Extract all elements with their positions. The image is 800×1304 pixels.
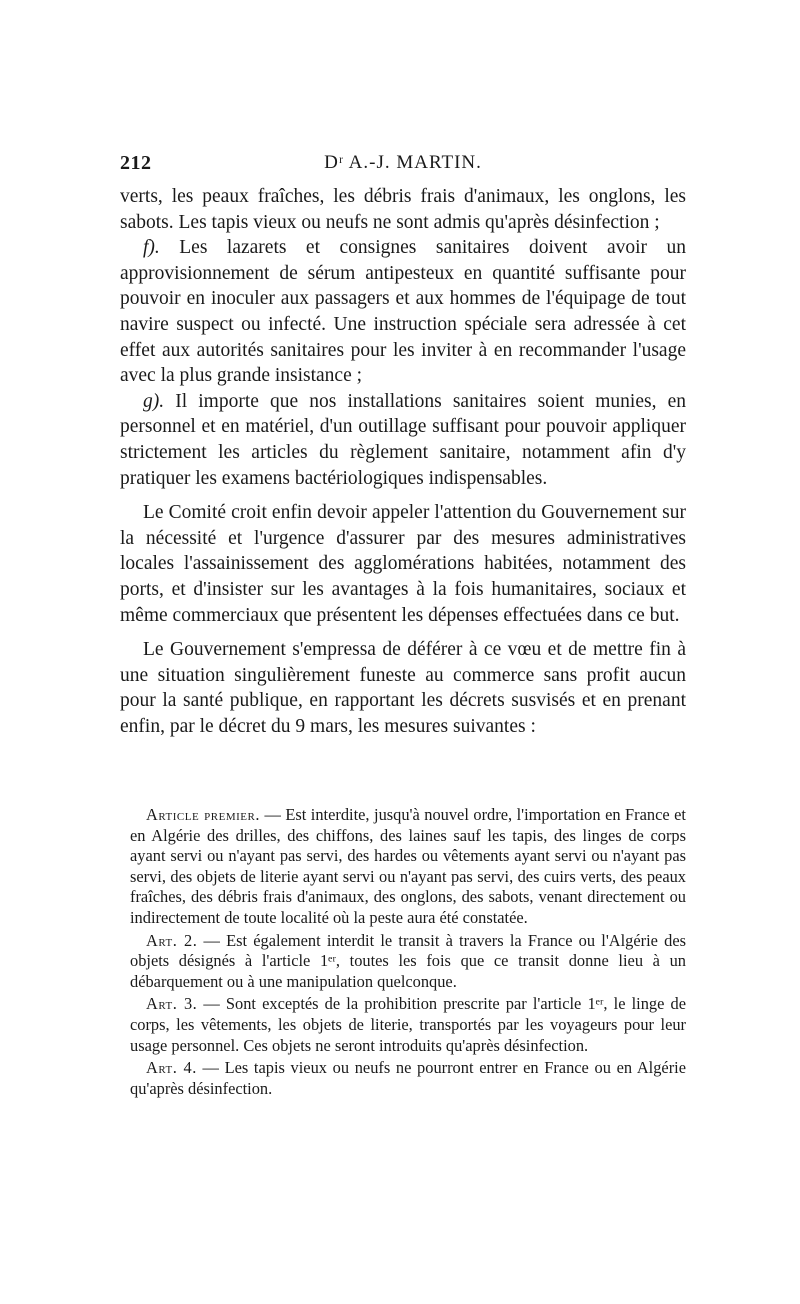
main-text (120, 184, 686, 739)
paragraph-comite: Le Comité croit enfin devoir appeler l'attention du Gouvernement sur la nécessité et l'urgence d'assurer par des mesures administratives locales l'assainissement des agglomérations habitées, notamment des ports, et d'insister sur les avantages à la fois humanitaires, sociaux et même commerciaux que présentent les dépenses effectuées dans ce but. (120, 502, 686, 626)
paragraph-f-text: Les lazarets et consignes sanitaires doivent avoir un approvisionnement de sérum antipesteux en quantité suffisante pour pouvoir en inoculer aux passagers et aux hommes de l'équipage de tout navire suspect ou infecté. Une instruction spéciale sera adressée à cet effet aux autorités sanitaires pour les inviter à en recommander l'usage avec la plus grande insistance ; (120, 237, 686, 387)
article-2-text: — Est également interdit le transit à travers la France ou l'Algérie des objets désignés à l'article 1ᵉʳ, toutes les fois que ce transit donne lieu à un débarquement ou à une manipulation quelconque. (130, 930, 686, 991)
page-header (120, 152, 686, 182)
paragraph-continuation: verts, les peaux fraîches, les débris frais d'animaux, les onglons, les sabots. Les tapis vieux ou neufs ne sont admis qu'après désinfection ; (120, 186, 686, 233)
item-marker-f: f). (143, 237, 160, 259)
article-4-text: — Les tapis vieux ou neufs ne pourront entrer en France ou en Algérie qu'après désinfection. (130, 1058, 686, 1098)
decree-text (130, 805, 686, 1101)
article-4 (130, 1058, 686, 1099)
paragraph-f (120, 235, 686, 389)
article-1-label: Article premier. (146, 805, 260, 824)
article-1-text: — Est interdite, jusqu'à nouvel ordre, l'importation en France et en Algérie des drilles, des chiffons, des laines sauf les tapis, des linges de corps ayant servi ou n'ayant pas servi, des hardes ou vêtements ayant servi ou n'ayant pas servi, des objets de literie ayant servi ou n'ayant pas servi, des cuirs verts, des peaux fraîches, des débris frais d'animaux, des onglons, des sabots, venant directement ou indirectement de toute localité où la peste aura été constatée. (130, 805, 686, 927)
article-3-label: Art. 3. (146, 994, 198, 1014)
article-1 (130, 805, 686, 929)
article-2-label: Art. 2. (146, 930, 198, 950)
article-3 (130, 994, 686, 1056)
article-4-label: Art. 4. (146, 1058, 197, 1078)
page-number: 212 (120, 152, 152, 174)
running-head: Dʳ A.-J. MARTIN. (324, 152, 482, 173)
paragraph-g-text: Il importe que nos installations sanitaires soient munies, en personnel et en matériel, d'un outillage suffisant pour pouvoir appliquer strictement les articles du règlement sanitaire, notamment afin d'y pratiquer les examens bactériologiques indispensables. (120, 390, 686, 489)
paragraph-gouvernement: Le Gouvernement s'empressa de déférer à ce vœu et de mettre fin à une situation singulièrement funeste au commerce sans profit aucun pour la santé publique, en rapportant les décrets susvisés et en prenant enfin, par le décret du 9 mars, les mesures suivantes : (120, 639, 686, 737)
paragraph-g (120, 389, 686, 491)
article-2 (130, 931, 686, 993)
article-3-text: — Sont exceptés de la prohibition prescrite par l'article 1ᵉʳ, le linge de corps, les vêtements, les objets de literie, transportés par les voyageurs pour leur usage personnel. Ces objets ne seront introduits qu'après désinfection. (130, 994, 686, 1055)
item-marker-g: g). (143, 390, 165, 412)
